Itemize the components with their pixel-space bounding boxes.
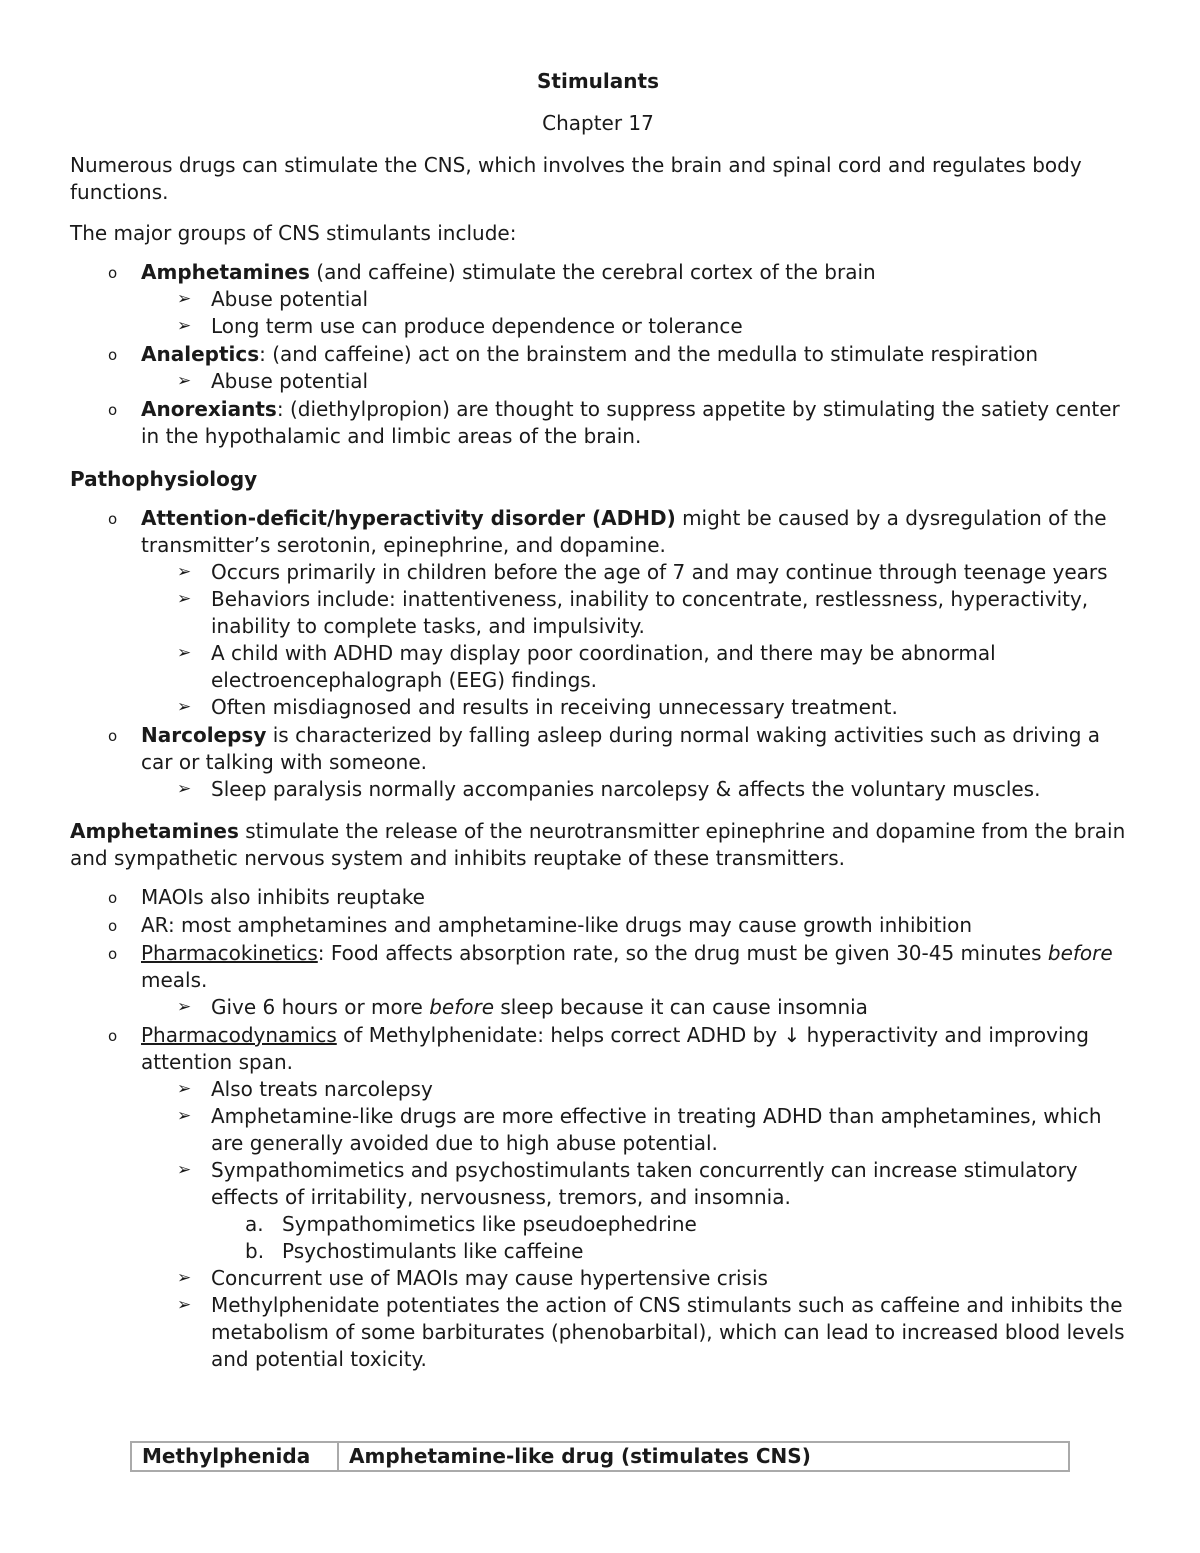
arrow-bullet-icon: ➢ xyxy=(177,589,192,609)
circle-bullet-icon: o xyxy=(108,945,118,963)
circle-bullet-icon: o xyxy=(108,264,118,282)
list-item: o AR: most amphetamines and amphetamine-like drugs may cause growth inhibition xyxy=(70,912,1126,939)
list-item: ➢ Behaviors include: inattentiveness, inability to concentrate, restlessness, hyperactivity, inability to complete tasks, and impulsivity. xyxy=(177,587,1089,638)
circle-bullet-icon: o xyxy=(108,889,118,907)
list-item: o Narcolepsy is characterized by falling asleep during normal waking activities such as driving a car or talking with someone. ➢ Sleep paralysis normally accompanies narcolepsy & affects the voluntary muscles. xyxy=(70,722,1126,803)
term-anorexiants: Anorexiants xyxy=(141,397,277,421)
arrow-bullet-icon: ➢ xyxy=(177,316,192,336)
stimulant-groups-list xyxy=(70,259,1126,450)
chapter-subtitle: Chapter 17 xyxy=(542,111,654,135)
circle-bullet-icon: o xyxy=(108,401,118,419)
circle-bullet-icon: o xyxy=(108,1027,118,1045)
list-item: a. Sympathomimetics like pseudoephedrine xyxy=(245,1212,697,1236)
list-item: ➢ Sleep paralysis normally accompanies narcolepsy & affects the voluntary muscles. xyxy=(177,777,1041,801)
section-heading-pathophysiology: Pathophysiology xyxy=(70,467,258,491)
arrow-bullet-icon: ➢ xyxy=(177,779,192,799)
list-item: ➢ Amphetamine-like drugs are more effective in treating ADHD than amphetamines, which are generally avoided due to high abuse potential. xyxy=(177,1104,1102,1155)
arrow-bullet-icon: ➢ xyxy=(177,1268,192,1288)
list-item: o Attention-deficit/hyperactivity disorder (ADHD) might be caused by a dysregulation of the transmitter’s serotonin, epinephrine, and dopamine. ➢ Occurs primarily in children before the age of 7 and may continue through teenage years ➢ Behaviors include: inattentiveness, inability to concentrate, restlessness, hyperactivity, inability to complete tasks, and impulsivity. ➢ A child with ADHD may display poor coordination, and there may be abnormal electroencephalograph (EEG) findings. ➢ Often misdiagnosed and results in receiving unnecessary treatment. xyxy=(70,505,1126,721)
list-item: o MAOIs also inhibits reuptake xyxy=(70,884,1126,911)
list-item: o Anorexiants: (diethylpropion) are thought to suppress appetite by stimulating the satiety center in the hypothalamic and limbic areas of the brain. xyxy=(108,397,1120,448)
list-item: ➢ Sympathomimetics and psychostimulants taken concurrently can increase stimulatory effects of irritability, nervousness, tremors, and insomnia. a. Sympathomimetics like pseudoephedrine b. Psychostimulants like caffeine xyxy=(141,1157,1126,1265)
term-analeptics: Analeptics xyxy=(141,342,260,366)
term-amphetamines: Amphetamines xyxy=(141,260,310,284)
list-item: ➢ Abuse potential xyxy=(177,287,369,311)
arrow-bullet-icon: ➢ xyxy=(177,643,192,663)
list-item: ➢ Give 6 hours or more before sleep because it can cause insomnia xyxy=(177,995,868,1019)
circle-bullet-icon: o xyxy=(108,510,118,528)
list-item: ➢ A child with ADHD may display poor coordination, and there may be abnormal electroencephalograph (EEG) findings. xyxy=(177,641,996,692)
list-item: o Analeptics: (and caffeine) act on the brainstem and the medulla to stimulate respiration ➢ Abuse potential xyxy=(70,341,1126,395)
arrow-bullet-icon: ➢ xyxy=(177,371,192,391)
arrow-bullet-icon: ➢ xyxy=(177,997,192,1017)
list-item: ➢ Long term use can produce dependence or tolerance xyxy=(177,314,743,338)
list-item: ➢ Often misdiagnosed and results in receiving unnecessary treatment. xyxy=(177,695,898,719)
document-page xyxy=(70,68,1126,1373)
term-adhd: Attention-deficit/hyperactivity disorder (ADHD) xyxy=(141,506,676,530)
groups-intro: The major groups of CNS stimulants include: xyxy=(70,221,517,245)
circle-bullet-icon: o xyxy=(108,346,118,364)
table-cell-drug-name: Methylphenida xyxy=(131,1442,338,1471)
list-item: b. Psychostimulants like caffeine xyxy=(245,1239,584,1263)
term-amphetamines-lead: Amphetamines xyxy=(70,819,239,843)
arrow-bullet-icon: ➢ xyxy=(177,697,192,717)
circle-bullet-icon: o xyxy=(108,727,118,745)
intro-paragraph: Numerous drugs can stimulate the CNS, which involves the brain and spinal cord and regulates body functions. xyxy=(70,153,1082,204)
list-item: ➢ Methylphenidate potentiates the action of CNS stimulants such as caffeine and inhibits the metabolism of some barbiturates (phenobarbital), which can lead to increased blood levels and potential toxicity. xyxy=(177,1293,1125,1371)
arrow-bullet-icon: ➢ xyxy=(177,1079,192,1099)
drug-table xyxy=(130,1441,1070,1472)
list-item: o Pharmacodynamics of Methylphenidate: helps correct ADHD by ↓ hyperactivity and improving attention span. ➢ Also treats narcolepsy ➢ Amphetamine-like drugs are more effective in treating ADHD than amphetamines, which are generally avoided due to high abuse potential. ➢ Sympathomimetics and psychostimulants taken concurrently can increase stimulatory effects of irritability, nervousness, tremors, and insomnia. a. Sympathomimetics like pseudoephedrine b. Psychostimulants like caffeine ➢ Concurrent use of MAOIs may cause hypertensive crisis ➢ Methylphenidate potentiates the action of CNS stimulants such as caffeine and inhibits the metabolism of some barbiturates (phenobarbital), which can lead to increased blood levels and potential toxicity. xyxy=(108,1023,1125,1371)
list-item: ➢ Occurs primarily in children before the age of 7 and may continue through teenage years xyxy=(177,560,1108,584)
amphetamines-paragraph: Amphetamines stimulate the release of the neurotransmitter epinephrine and dopamine from the brain and sympathetic nervous system and inhibits reuptake of these transmitters. xyxy=(70,819,1126,870)
table-row xyxy=(131,1442,1069,1471)
list-item: o Pharmacokinetics: Food affects absorption rate, so the drug must be given 30-45 minutes before meals. ➢ Give 6 hours or more before sleep because it can cause insomnia xyxy=(70,940,1126,1021)
arrow-bullet-icon: ➢ xyxy=(177,1106,192,1126)
list-item: ➢ Abuse potential xyxy=(177,369,369,393)
circle-bullet-icon: o xyxy=(108,917,118,935)
term-pharmacokinetics: Pharmacokinetics xyxy=(141,941,318,965)
arrow-bullet-icon: ➢ xyxy=(177,562,192,582)
amphetamines-list xyxy=(70,884,1126,1373)
arrow-bullet-icon: ➢ xyxy=(177,289,192,309)
page-title: Stimulants xyxy=(537,69,659,93)
arrow-bullet-icon: ➢ xyxy=(177,1295,192,1315)
list-item: ➢ Also treats narcolepsy xyxy=(177,1077,433,1101)
list-item: o Amphetamines (and caffeine) stimulate the cerebral cortex of the brain ➢ Abuse potential ➢ Long term use can produce dependence or tolerance xyxy=(70,259,1126,340)
list-item: ➢ Concurrent use of MAOIs may cause hypertensive crisis xyxy=(177,1266,768,1290)
table-cell-drug-class: Amphetamine-like drug (stimulates CNS) xyxy=(338,1442,1069,1471)
pathophysiology-list xyxy=(70,505,1126,803)
term-narcolepsy: Narcolepsy xyxy=(141,723,267,747)
arrow-bullet-icon: ➢ xyxy=(177,1160,192,1180)
term-pharmacodynamics: Pharmacodynamics xyxy=(141,1023,337,1047)
